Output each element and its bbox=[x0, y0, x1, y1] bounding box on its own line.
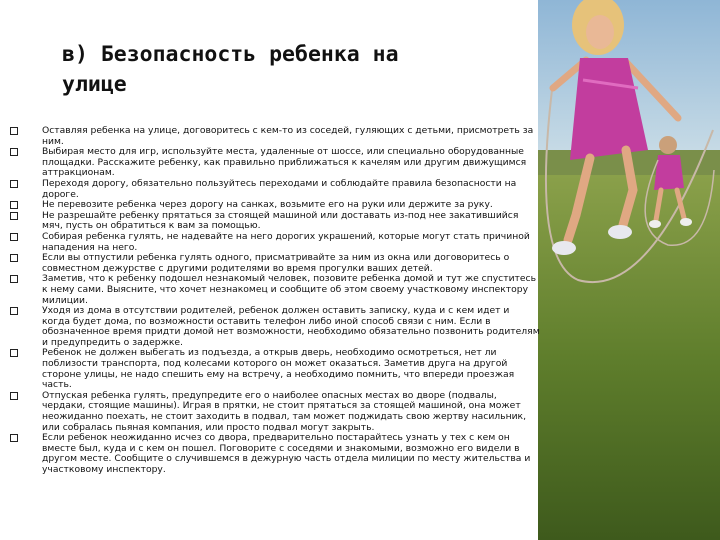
bullet-square-icon bbox=[10, 275, 18, 283]
list-item bbox=[0, 179, 540, 200]
bullet-square-icon bbox=[10, 307, 18, 315]
list-item-text: Если вы отпустили ребенка гулять одного, присматривайте за ним из окна или договоритесь о совместном дежурстве с другими родителями во время прогулки ваших детей. bbox=[42, 252, 510, 274]
list-item bbox=[0, 147, 540, 179]
bullet-square-icon bbox=[10, 434, 18, 442]
children-jumping-rope-photo bbox=[538, 0, 720, 540]
list-item-text: Уходя из дома в отсутствии родителей, ребенок должен оставить записку, куда и с кем идет и когда будет дома, по возможности оставить телефон либо иной способ связи с ним. Если в обозначенное время придти домой нет возможности, необходимо обязательно позвонить родителям и предупредить о задержке. bbox=[42, 305, 540, 348]
list-item-text: Собирая ребенка гулять, не надевайте на него дорогих украшений, которые могут стать причиной нападения на него. bbox=[42, 230, 530, 253]
list-item bbox=[0, 211, 540, 232]
bullet-square-icon bbox=[10, 212, 18, 220]
bullet-square-icon bbox=[10, 148, 18, 156]
list-item-text: Отпуская ребенка гулять, предупредите его о наиболее опасных местах во дворе (подвалы, чердаки, стоящие машины). Играя в прятки, не стоит прятаться за стоящей машиной, она может неожиданно поехать, не стоит заходить в подвал, там может поджидать свою жертву насильник, или собралась пьяная компания, или просто подвал могут закрыть. bbox=[42, 389, 527, 433]
bullet-square-icon bbox=[10, 254, 18, 262]
list-item bbox=[0, 126, 540, 147]
bullet-square-icon bbox=[10, 233, 18, 241]
bullet-square-icon bbox=[10, 349, 18, 357]
list-item bbox=[0, 253, 540, 274]
slide-title-line-1: в) Безопасность ребенка на bbox=[62, 42, 399, 67]
list-item bbox=[0, 348, 540, 390]
list-item bbox=[0, 391, 540, 433]
list-item-text: Выбирая место для игр, используйте места, удаленные от шоссе, или специально оборудованные площадки. Расскажите ребенку, как правильно приближаться к качелям или другим движущимся аттракционам. bbox=[42, 146, 527, 179]
list-item-text: Ребенок не должен выбегать из подъезда, а открыв дверь, необходимо осмотреться, нет ли поблизости транспорта, под колесами которого он может оказаться. Заметив друга на другой стороне улицы, не надо спешить ему на встречу, а необходимо помнить, что впереди проезжая часть. bbox=[42, 347, 515, 391]
list-item bbox=[0, 433, 540, 475]
list-item-text: Не разрешайте ребенку прятаться за стоящей машиной или доставать из-под нее закатившийся мяч, пусть он обратиться к вам за помощью. bbox=[42, 209, 519, 232]
safety-tips-list bbox=[0, 126, 540, 476]
bullet-square-icon bbox=[10, 180, 18, 188]
list-item-text: Переходя дорогу, обязательно пользуйтесь переходами и соблюдайте правила безопасности на дороге. bbox=[42, 177, 517, 200]
bullet-square-icon bbox=[10, 127, 18, 135]
bullet-square-icon bbox=[10, 392, 18, 400]
list-item bbox=[0, 306, 540, 348]
list-item bbox=[0, 274, 540, 306]
list-item-text: Не перевозите ребенка через дорогу на санках, возьмите его на руки или держите за руку. bbox=[42, 199, 493, 211]
list-item-text: Заметив, что к ребенку подошел незнакомый человек, позовите ребенка домой и тут же спуститесь к нему сами. Выясните, что хочет незнакомец и сообщите об этом своему участковому инспектору милиции. bbox=[42, 273, 537, 306]
slide-title bbox=[62, 40, 399, 100]
list-item-text: Оставляя ребенка на улице, договоритесь с кем-то из соседей, гуляющих с детьми, присмотреть за ним. bbox=[42, 125, 534, 147]
slide-title-line-2: улице bbox=[62, 72, 127, 97]
list-item bbox=[0, 232, 540, 253]
list-item-text: Если ребенок неожиданно исчез со двора, предварительно постарайтесь узнать у тех с кем он вместе был, куда и с кем он пошел. Поговорите с соседями и знакомыми, возможно его видели в другом месте. Сообщите о случившемся в дежурную часть отдела милиции по месту жительства и участковому инспектору. bbox=[42, 432, 531, 475]
bullet-square-icon bbox=[10, 201, 18, 209]
